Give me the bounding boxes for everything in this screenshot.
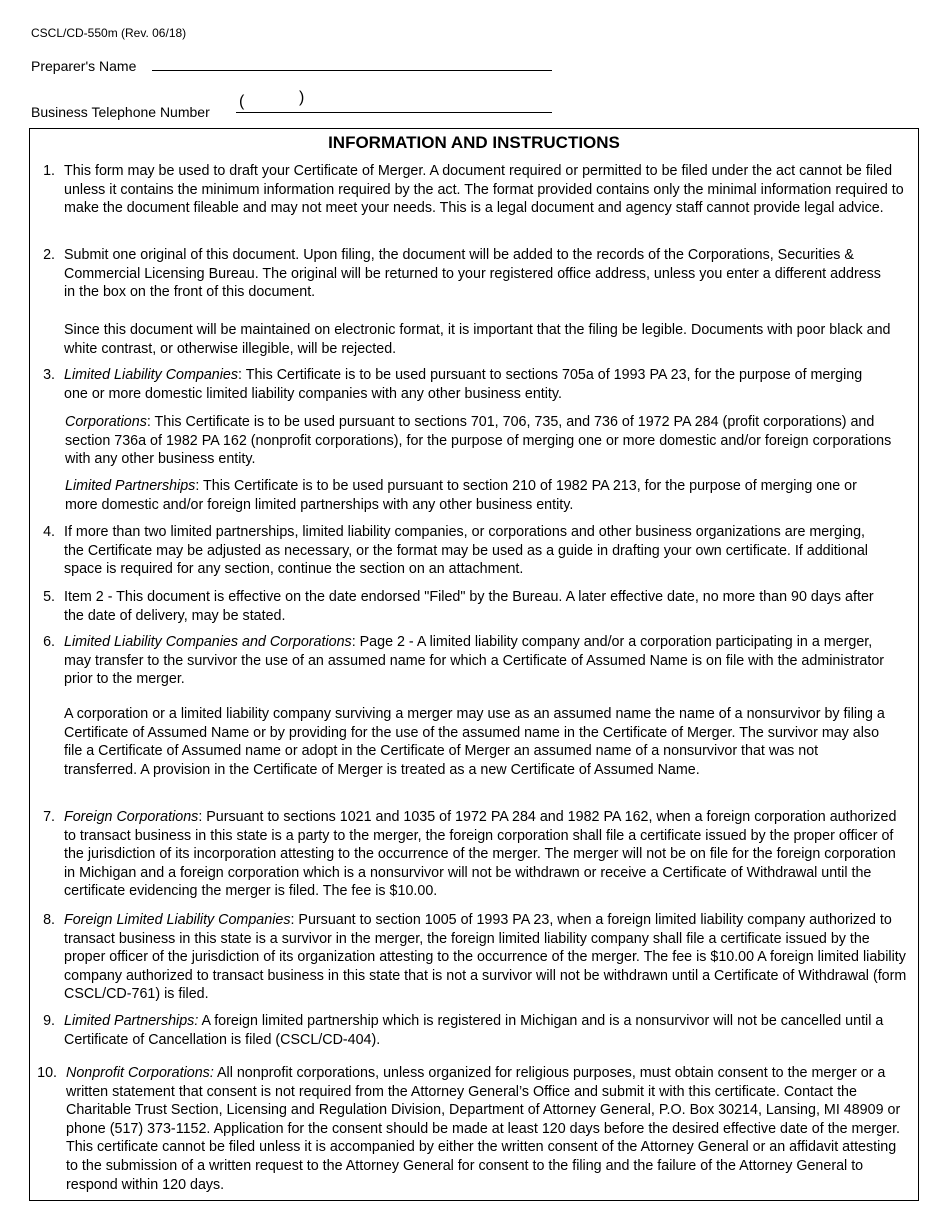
item-2-text: Submit one original of this document. Upon filing, the document will be added to the records of the Corporations, Securities & Commercial Licensing Bureau. The original will be returned to your registered office address, unless you enter a different address in the box on the front of this document. [64, 247, 881, 301]
lp-body: : This Certificate is to be used pursuant to section 210 of 1982 PA 213, for the purpose of merging one or more domestic and/or foreign limited partnerships with any other business entity. [65, 478, 857, 513]
phone-label: Business Telephone Number [31, 104, 210, 120]
preparer-name-field[interactable] [152, 70, 552, 71]
instructions-box [29, 128, 919, 1201]
item-number: 4. [43, 524, 55, 540]
item-number: 7. [43, 809, 55, 825]
item-10-text [66, 1064, 901, 1194]
item-number: 2. [43, 247, 55, 263]
item-4-text: If more than two limited partnerships, limited liability companies, or corporations and other business organizations are merging, the Certificate may be adjusted as necessary, or the format may be used as a guide in drafting your own certificate. If additional space is required for any section, continue the section on an attachment. [64, 524, 868, 578]
llc-label: Limited Liability Companies [64, 367, 239, 383]
foreign-llc-label: Foreign Limited Liability Companies [64, 912, 291, 928]
page-title: INFORMATION AND INSTRUCTIONS [328, 133, 620, 152]
item-number: 9. [43, 1013, 55, 1029]
item-number: 10. [37, 1065, 57, 1081]
item-number: 1. [43, 163, 55, 179]
corporations-body: : This Certificate is to be used pursuant to sections 701, 706, 735, and 736 of 1972 PA 284 (profit corporations) and section 736a of 1982 PA 162 (nonprofit corporations), for the purpose of merging one or more domestic and/or foreign corporations with any other business entity. [65, 414, 892, 468]
phone-close-paren: ) [299, 89, 305, 106]
item-number: 3. [43, 367, 55, 383]
llc-corp-label: Limited Liability Companies and Corporations [64, 634, 352, 650]
nonprofit-body: All nonprofit corporations, unless organized for religious purposes, must obtain consent to the merger or a written statement that consent is not required from the Attorney General’s Office and submit it with this certificate. Contact the Charitable Trust Section, Licensing and Regulation Division, Department of Attorney General, P.O. Box 30214, Lansing, MI 48909 or phone (517) 373-1152. Application for the consent should be made at least 120 days before the desired effective date of the merger. This certificate cannot be filed unless it is accompanied by either the written consent of the Attorney General or an affidavit attesting to the submission of a written request to the Attorney General for consent to the filing and the failure of the Attorney General to respond within 120 days. [66, 1065, 901, 1193]
foreign-corp-label: Foreign Corporations [64, 809, 199, 825]
foreign-corp-body: : Pursuant to sections 1021 and 1035 of 1972 PA 284 and 1982 PA 162, when a foreign corporation authorized to transact business in this state is a party to the merger, the foreign corporation shall file a certificate issued by the proper officer of the jurisdiction of its incorporation attesting to the occurrence of the merger. The merger will not be on file for the foreign corporation in Michigan and a foreign corporation which is a nonsurvivor will not be withdrawn or receive a Certificate of Withdrawal until the certificate evidencing the merger is filed. The fee is $10.00. [64, 809, 897, 900]
item-5-text: Item 2 - This document is effective on the date endorsed "Filed" by the Bureau. A later effective date, no more than 90 days after the date of delivery, may be stated. [64, 589, 874, 624]
item-3-lp-text [65, 477, 885, 514]
nonprofit-label: Nonprofit Corporations: [66, 1065, 214, 1081]
item-1-text: This form may be used to draft your Certificate of Merger. A document required or permitted to be filed under the act cannot be filed unless it contains the minimum information required by the act. The format provided contains only the minimal information required to make the document fileable and may not meet your needs. This is a legal document and agency staff cannot provide legal advice. [64, 163, 904, 217]
lp-9-body: A foreign limited partnership which is registered in Michigan and is a nonsurvivor will not be cancelled until a Certificate of Cancellation is filed (CSCL/CD-404). [64, 1013, 884, 1048]
lp-label: Limited Partnerships [65, 478, 196, 494]
item-number: 6. [43, 634, 55, 650]
item-2-legibility-text: Since this document will be maintained on electronic format, it is important that the filing be legible. Documents with poor black and white contrast, or otherwise illegible, will be rejected. [64, 322, 891, 357]
preparer-label: Preparer's Name [31, 58, 137, 74]
llc-body: : This Certificate is to be used pursuant to sections 705a of 1993 PA 23, for the purpose of merging one or more domestic limited liability companies with any other business entity. [64, 367, 863, 402]
item-number: 8. [43, 912, 55, 928]
phone-open-paren: ( [239, 93, 245, 110]
item-9-text [64, 1012, 914, 1049]
item-6-text [64, 633, 899, 689]
item-number: 5. [43, 589, 55, 605]
foreign-llc-body: : Pursuant to section 1005 of 1993 PA 23, when a foreign limited liability company authorized to transact business in this state is a survivor in the merger, the foreign limited liability company shall file a certificate issued by the proper officer of the jurisdiction of its organization attesting to the occurrence of the merger. The fee is $10.00 A foreign limited liability company authorized to transact business in this state that is not a survivor will not be withdrawn until a Certificate of Withdrawal (form CSCL/CD-761) is filed. [64, 912, 907, 1003]
lp-9-label: Limited Partnerships: [64, 1013, 199, 1029]
item-3-llc-text [64, 366, 879, 403]
form-id: CSCL/CD-550m (Rev. 06/18) [31, 26, 187, 40]
corporations-label: Corporations [65, 414, 147, 430]
item-6-assumed-name-text: A corporation or a limited liability company surviving a merger may use as an assumed name the name of a nonsurvivor by filing a Certificate of Assumed Name or by providing for the use of the assumed name in the Certificate of Merger. The survivor may also file a Certificate of Assumed name or adopt in the Certificate of Merger an assumed name of a nonsurvivor that was not transferred. A provision in the Certificate of Merger is treated as a new Certificate of Assumed Name. [64, 706, 885, 778]
item-8-text [64, 911, 914, 1004]
llc-corp-body: : Page 2 - A limited liability company and/or a corporation participating in a merger, may transfer to the survivor the use of an assumed name for which a Certificate of Assumed Name is on file with the administrator prior to the merger. [64, 634, 885, 688]
item-3-corporations-text [65, 413, 918, 469]
item-7-text [64, 808, 904, 901]
phone-number-field[interactable] [236, 112, 552, 113]
